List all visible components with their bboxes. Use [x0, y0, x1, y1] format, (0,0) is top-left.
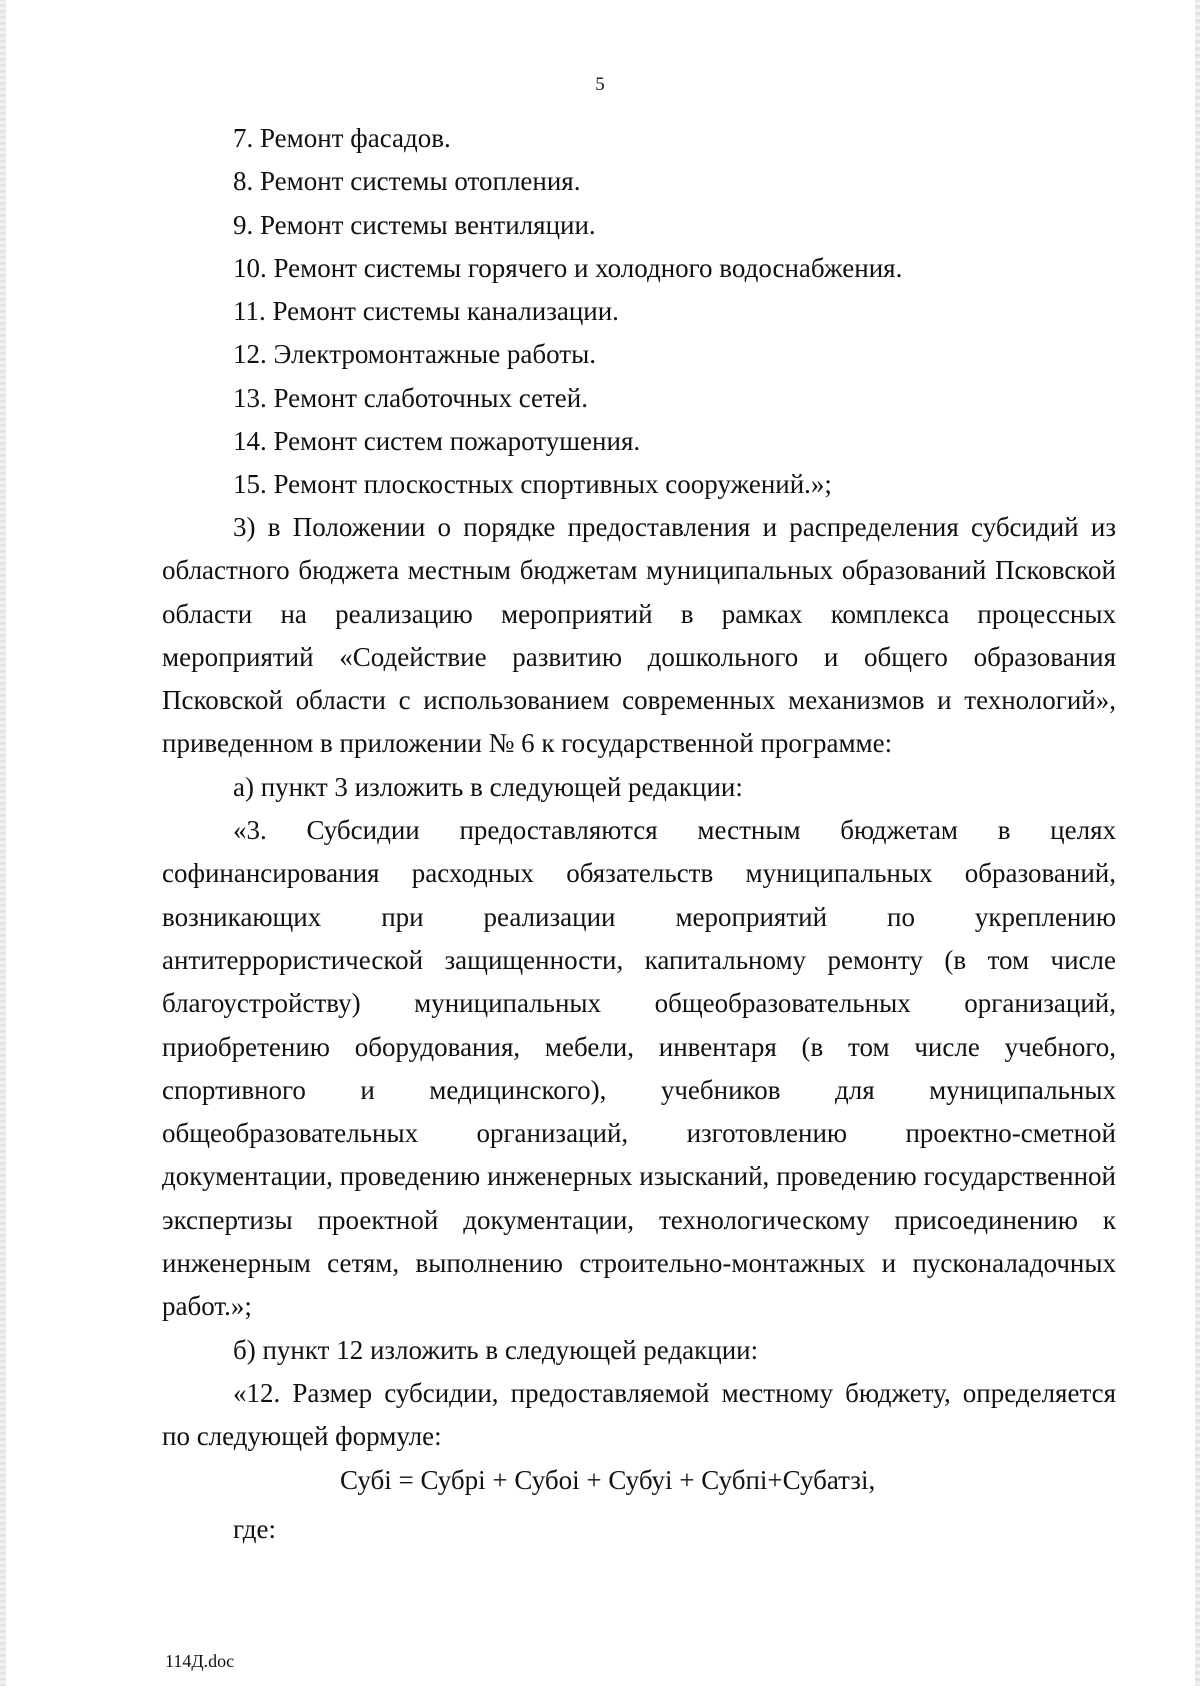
- paragraph-item-b: б) пункт 12 изложить в следующей редакции:: [233, 1334, 759, 1365]
- where-label: где:: [233, 1513, 276, 1544]
- paragraph-item-a: а) пункт 3 изложить в следующей редакции:: [233, 771, 743, 802]
- subsidy-formula: Субi = Субрi + Субоi + Субуi + Субпi+Субатзi,: [340, 1464, 876, 1495]
- paragraph-clause-3: «3. Субсидии предоставляются местным бюджетам в целях софинансирования расходных обязательств муниципальных образований, возникающих при реализации мероприятий по укреплению антитеррористической защищенности, капитальному ремонту (в том числе благоустройству) муниципальных общеобразовательных организаций, приобретению оборудования, мебели, инвентаря (в том числе учебного, спортивного и медицинского), учебников для муниципальных общеобразовательных организаций, изготовлению проектно-сметной документации, проведению инженерных изысканий, проведению государственной экспертизы проектной документации, технологическому присоединению к инженерным сетям, выполнению строительно-монтажных и пусконаладочных работ.»;: [162, 815, 1116, 1322]
- list-item: 11. Ремонт системы канализации.: [233, 296, 619, 327]
- paragraph-clause-12: «12. Размер субсидии, предоставляемой местному бюджету, определяется по следующей формуле:: [162, 1377, 1116, 1452]
- list-item: 13. Ремонт слаботочных сетей.: [233, 382, 588, 413]
- page-number: 5: [595, 74, 605, 95]
- body-text: [162, 506, 1116, 1551]
- list-item: 15. Ремонт плоскостных спортивных сооружений.»;: [233, 469, 832, 500]
- scan-edge-right: [1195, 0, 1200, 1686]
- list-item: 10. Ремонт системы горячего и холодного водоснабжения.: [233, 252, 903, 283]
- list-item: 14. Ремонт систем пожаротушения.: [233, 426, 641, 457]
- paragraph-regulation-amendment: 3) в Положении о порядке предоставления и распределения субсидий из областного бюджета местным бюджетам муниципальных образований Псковской области на реализацию мероприятий в рамках комплекса процессных мероприятий «Содействие развитию дошкольного и общего образования Псковской области с использованием современных механизмов и технологий», приведенном в приложении № 6 к государственной программе:: [162, 512, 1116, 759]
- scan-edge-left: [0, 0, 6, 1686]
- list-item: 8. Ремонт системы отопления.: [233, 166, 581, 197]
- footer-filename: 114Д.doc: [165, 1651, 235, 1671]
- list-item: 12. Электромонтажные работы.: [233, 339, 596, 370]
- list-item: 9. Ремонт системы вентиляции.: [233, 209, 596, 240]
- repair-works-list: [233, 117, 1133, 507]
- list-item: 7. Ремонт фасадов.: [233, 123, 451, 153]
